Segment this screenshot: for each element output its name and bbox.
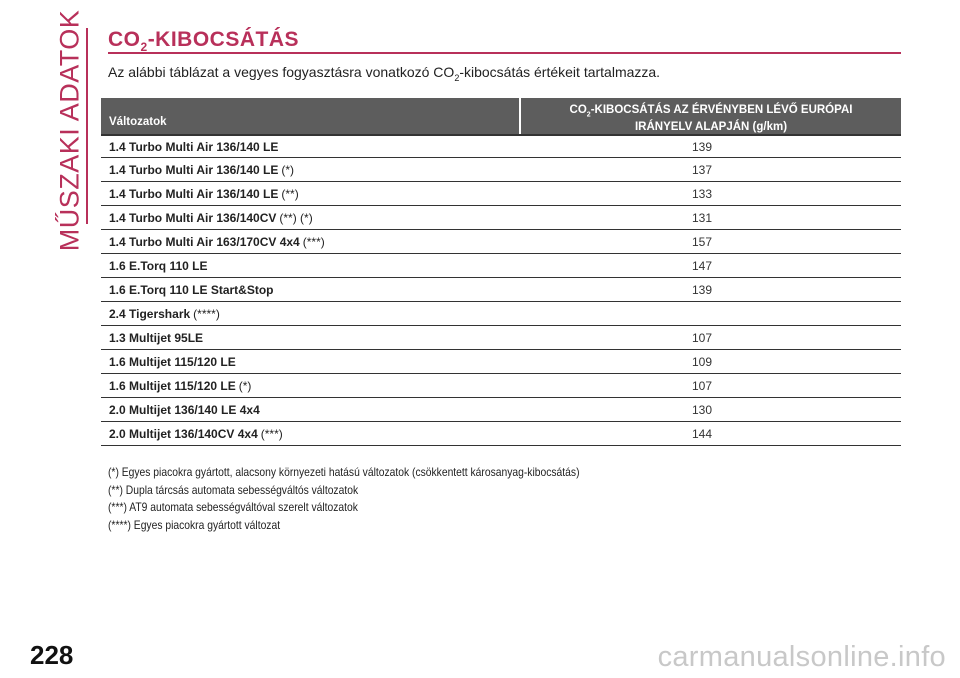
variant-cell	[101, 379, 521, 393]
footnotes	[108, 464, 658, 534]
variant-cell	[101, 163, 521, 177]
variant-note: (*)	[238, 378, 252, 393]
variant-name: 1.6 E.Torq 110 LE	[109, 258, 208, 273]
emission-value: 131	[692, 210, 713, 225]
variant-cell	[101, 331, 521, 345]
table-row	[101, 278, 901, 302]
variant-name: 1.6 Multijet 115/120 LE	[109, 354, 236, 369]
emission-value: 139	[692, 139, 713, 154]
header-variants: Változatok	[101, 98, 519, 134]
table-row	[101, 134, 901, 158]
table-row	[101, 254, 901, 278]
variant-name: 1.4 Turbo Multi Air 136/140CV	[109, 210, 277, 225]
variant-note: (*)	[281, 162, 295, 177]
emission-value: 133	[692, 186, 713, 201]
table-row	[101, 158, 901, 182]
footnote: (**) Dupla tárcsás automata sebességváltós változatok	[108, 482, 359, 497]
variant-cell	[101, 427, 521, 441]
variant-name: 1.4 Turbo Multi Air 136/140 LE	[109, 186, 279, 201]
emission-value: 107	[692, 330, 713, 345]
section-side-divider	[86, 28, 88, 224]
emissions-table	[101, 98, 901, 446]
variant-name: 1.4 Turbo Multi Air 163/170CV 4x4	[109, 234, 300, 249]
variant-name: 1.4 Turbo Multi Air 136/140 LE	[109, 162, 279, 177]
watermark: carmanualsonline.info	[657, 641, 946, 673]
header-emissions: $CO_2$-KIBOCSÁTÁS AZ ÉRVÉNYBEN LÉVŐ EURÓPAI IRÁNYELV ALAPJÁN (g/km)	[521, 98, 901, 134]
variant-note: (****)	[193, 306, 220, 321]
footnote: (****) Egyes piacokra gyártott változat	[108, 517, 281, 532]
table-row	[101, 230, 901, 254]
section-side-label-text: MŰSZAKI ADATOK	[54, 9, 85, 251]
table-header	[101, 98, 901, 134]
table-row	[101, 350, 901, 374]
table-row	[101, 422, 901, 446]
variant-name: 1.3 Multijet 95LE	[109, 330, 204, 345]
variant-cell	[101, 283, 521, 297]
footnote: (***) AT9 automata sebességváltóval szerelt változatok	[108, 500, 358, 514]
table-row	[101, 398, 901, 422]
variant-name: 2.0 Multijet 136/140 LE 4x4	[109, 402, 260, 417]
emission-value: 139	[692, 282, 713, 297]
emission-value: 107	[692, 378, 713, 393]
variant-cell	[101, 140, 521, 154]
emission-value: 130	[692, 402, 713, 417]
table-row	[101, 326, 901, 350]
variant-cell	[101, 211, 521, 225]
variant-cell	[101, 307, 521, 321]
table-row	[101, 374, 901, 398]
table-row	[101, 206, 901, 230]
footnote: (*) Egyes piacokra gyártott, alacsony környezeti hatású változatok (csökkentett károsanyag-kibocsátás)	[108, 465, 580, 479]
variant-name: 1.6 Multijet 115/120 LE	[109, 378, 236, 393]
table-row	[101, 302, 901, 326]
intro-paragraph: Az alábbi táblázat a vegyes fogyasztásra vonatkozó $CO_2$-kibocsátás értékeit tartalmazza.	[108, 64, 661, 83]
variant-name: 2.0 Multijet 136/140CV 4x4	[109, 426, 258, 441]
variant-cell	[101, 355, 521, 369]
variant-note: (***)	[260, 426, 283, 441]
variant-cell	[101, 259, 521, 273]
emission-value: 137	[692, 162, 713, 177]
section-side-label	[52, 9, 88, 251]
emission-value: 157	[692, 234, 713, 249]
emission-value: 109	[692, 354, 713, 369]
emission-value: 147	[692, 258, 713, 273]
variant-name: 1.6 E.Torq 110 LE Start&Stop	[109, 282, 274, 297]
variant-note: (***)	[302, 234, 325, 249]
variant-cell	[101, 235, 521, 249]
variant-name: 1.4 Turbo Multi Air 136/140 LE	[109, 139, 279, 154]
page-number: 228	[30, 640, 74, 670]
page-title	[108, 28, 901, 54]
variant-note: (**) (*)	[279, 210, 313, 225]
variant-name: 2.4 Tigershark	[109, 306, 191, 321]
emission-value: 144	[692, 426, 713, 441]
page-title-text: $CO_2$-KIBOCSÁTÁS	[108, 28, 300, 55]
variant-note: (**)	[281, 186, 299, 201]
variant-cell	[101, 187, 521, 201]
table-body	[101, 134, 901, 446]
variant-cell	[101, 403, 521, 417]
table-row	[101, 182, 901, 206]
